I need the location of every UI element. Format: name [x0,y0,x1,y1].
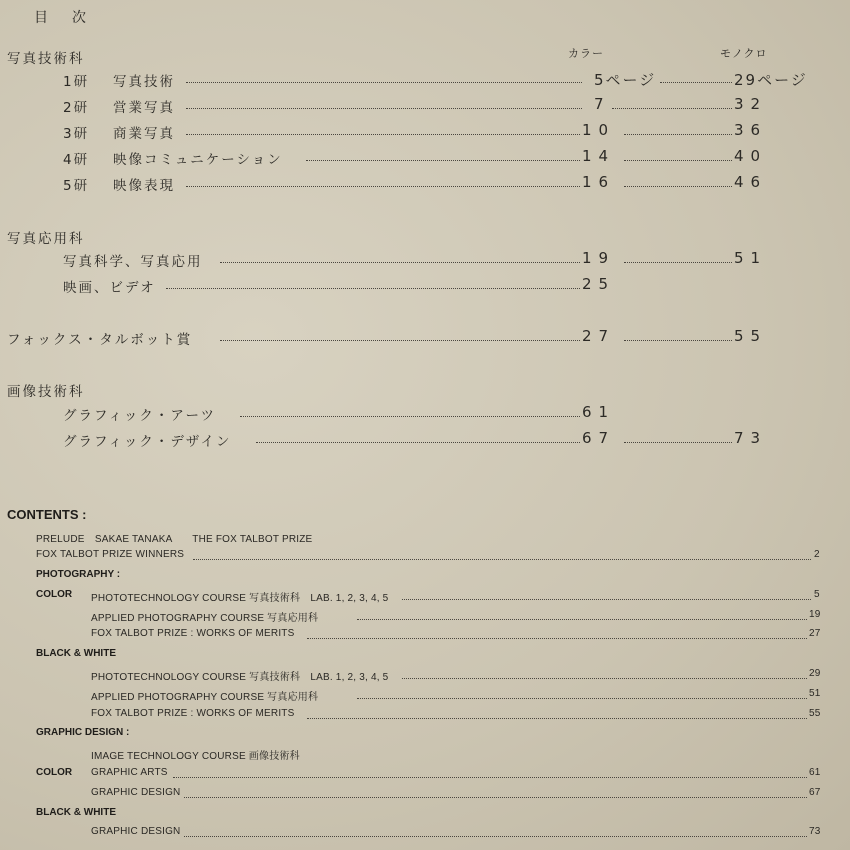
lab-number: 5研 [63,178,90,194]
entry-page: 67 [809,787,821,798]
label-color-graphic: COLOR [36,767,73,778]
page-color: 5ページ [594,71,657,89]
leader-dots [173,777,807,778]
leader-dots [256,442,580,443]
lab-number: 3研 [63,126,90,142]
lab-number: 2研 [63,100,90,116]
leader-dots [193,559,811,560]
page-mono: 32 [734,95,768,113]
entry-label: APPLIED PHOTOGRAPHY COURSE 写真応用科 [91,692,319,703]
leader-dots [624,262,732,263]
toc-label: 営業写真 [113,100,175,116]
leader-dots [166,288,580,289]
leader-dots [612,108,732,109]
entry-label: PHOTOTECHNOLOGY COURSE 写真技術科 LAB. 1, 2, 3, 4, 5 [91,672,389,683]
toc-label: 写真技術 [113,74,175,90]
entry-label: FOX TALBOT PRIZE WINNERS [36,549,185,560]
entry-label: FOX TALBOT PRIZE : WORKS OF MERITS [91,628,295,639]
entry-page: 29 [809,668,821,679]
leader-dots [220,262,580,263]
leader-dots [184,797,807,798]
page-mono: 55 [734,327,768,345]
entry-page: 61 [809,767,821,778]
leader-dots [240,416,580,417]
leader-dots [186,134,580,135]
entry-page: 5 [814,589,820,600]
toc-label: 映画、ビデオ [63,280,156,296]
leader-dots [624,442,732,443]
entry-page: 55 [809,708,821,719]
entry-label: GRAPHIC DESIGN [91,787,181,798]
page-color: 27 [582,327,616,345]
leader-dots [624,160,732,161]
leader-dots [186,82,582,83]
prelude-line: PRELUDE SAKAE TANAKA THE FOX TALBOT PRIZE [36,534,313,545]
label-black-white-graphic: BLACK & WHITE [36,807,116,818]
lab-number: 4研 [63,152,90,168]
leader-dots [402,678,807,679]
section-heading-phototech: 写真技術科 [7,51,85,67]
page-color: 67 [582,429,616,447]
leader-dots [624,186,732,187]
leader-dots [357,619,807,620]
entry-label: FOX TALBOT PRIZE : WORKS OF MERITS [91,708,295,719]
entry-page: 51 [809,688,821,699]
page-color: 10 [582,121,616,139]
page-mono: 73 [734,429,768,447]
page-color: 7 [594,95,611,113]
page-mono: 51 [734,249,768,267]
heading-photography: PHOTOGRAPHY : [36,569,121,580]
leader-dots [307,638,807,639]
lab-number: 1研 [63,74,90,90]
toc-label: 映像表現 [113,178,175,194]
page-color: 14 [582,147,616,165]
page-color: 25 [582,275,616,293]
jp-toc-title: 目 次 [34,10,91,26]
entry-page: 2 [814,549,820,560]
toc-label: グラフィック・アーツ [63,408,216,424]
page-color: 61 [582,403,616,421]
leader-dots [307,718,807,719]
toc-label: 写真科学、写真応用 [63,254,203,270]
page-color: 19 [582,249,616,267]
column-header-color: カラー [568,47,604,60]
entry-label: APPLIED PHOTOGRAPHY COURSE 写真応用科 [91,613,319,624]
page-mono: 40 [734,147,768,165]
label-color: COLOR [36,589,73,600]
leader-dots [660,82,732,83]
image-technology-line: IMAGE TECHNOLOGY COURSE 画像技術科 [91,751,300,762]
page-mono: 46 [734,173,768,191]
leader-dots [306,160,580,161]
leader-dots [624,340,732,341]
toc-label: 映像コミュニケーション [113,152,283,168]
column-header-mono: モノクロ [720,47,768,60]
entry-page: 73 [809,826,821,837]
entry-page: 27 [809,628,821,639]
entry-label: GRAPHIC DESIGN [91,826,181,837]
page-mono: 36 [734,121,768,139]
section-heading-image-tech: 画像技術科 [7,384,85,400]
entry-label: PHOTOTECHNOLOGY COURSE 写真技術科 LAB. 1, 2, 3, 4, 5 [91,593,389,604]
section-heading-applied: 写真応用科 [7,231,85,247]
leader-dots [184,836,807,837]
entry-label: GRAPHIC ARTS [91,767,168,778]
leader-dots [220,340,580,341]
section-heading-fox-talbot: フォックス・タルボット賞 [7,332,193,348]
leader-dots [186,186,580,187]
label-black-white: BLACK & WHITE [36,648,116,659]
toc-label: 商業写真 [113,126,175,142]
page-mono: 29ページ [734,71,808,89]
entry-page: 19 [809,609,821,620]
leader-dots [357,698,807,699]
toc-label: グラフィック・デザイン [63,434,232,450]
heading-graphic-design: GRAPHIC DESIGN : [36,727,130,738]
leader-dots [624,134,732,135]
contents-title: CONTENTS : [7,507,87,522]
leader-dots [402,599,811,600]
page-color: 16 [582,173,616,191]
leader-dots [186,108,582,109]
